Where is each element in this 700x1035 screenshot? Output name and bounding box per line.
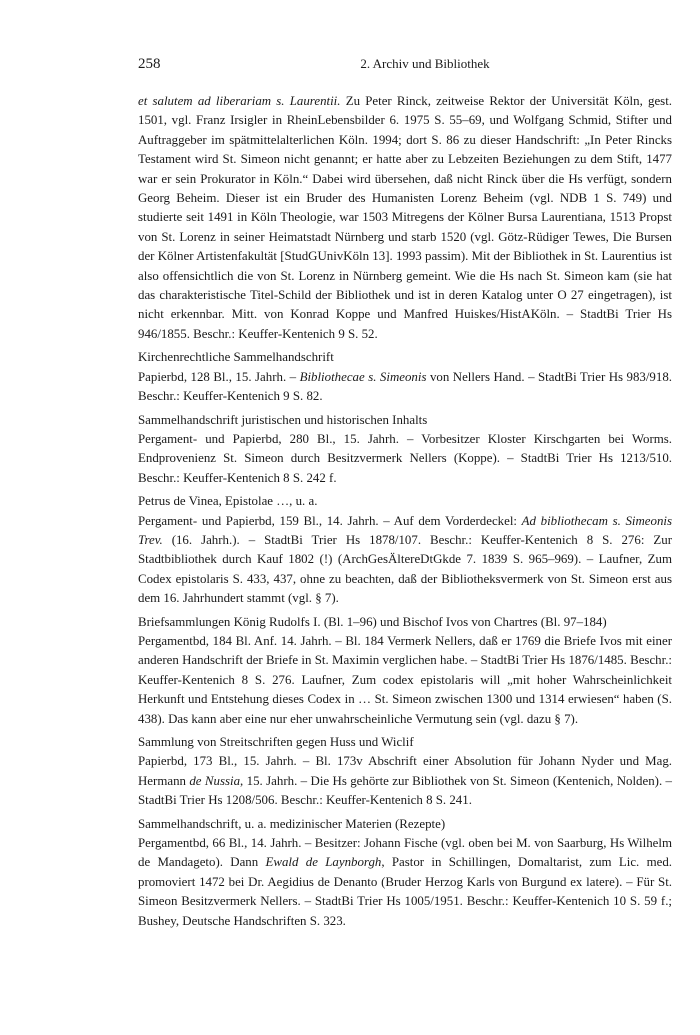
- entry-description: [138, 632, 672, 729]
- entry-title: Sammelhandschrift, u. a. medizinischer Materien (Rezepte): [138, 816, 446, 831]
- entry-title: Petrus de Vinea, Epistolae …, u. a.: [138, 494, 318, 509]
- manuscript-entry: [138, 613, 672, 729]
- manuscript-entry: [138, 411, 672, 489]
- entry-italic: de Nussia: [189, 773, 241, 788]
- entry-title: Sammlung von Streitschriften gegen Huss und Wiclif: [138, 735, 414, 749]
- entry-text: , 15. Jahrh. – Die Hs gehörte zur Bibliothek von St. Simeon (Kentenich, Nolden). – StadtBi Trier Hs 1208/506. Beschr.: Keuffer-Kentenich 8 S. 241.: [138, 773, 672, 808]
- entry-text: Pergament- und Papierbd, 159 Bl., 14. Jahrh. – Auf dem Vorderdeckel:: [138, 513, 522, 528]
- entry-text: Pergamentbd, 66 Bl., 14. Jahrh. – Besitzer: Johann Fische (vgl. oben bei M. von Saarburg, Hs Wilhelm de Mandageto). Dann: [138, 836, 672, 870]
- intro-text: Zu Peter Rinck, zeitweise Rektor der Universität Köln, gest. 1501, vgl. Franz Irsigler in RheinLebensbilder 6. 1975 S. 55–69, und Wolfgang Schmid, Stifter und Auftraggeber im spätmittelalterlichen Köln. 1994; dort S. 86 zu dieser Handschrift: „In Peter Rincks Testament wird St. Simeon nicht genannt; er hatte aber zu Lebzeiten Beziehungen zu dem Stift, 1477 war er sein Prokurator in Köln.“ Dabei wird übersehen, daß nicht Rinck über die Hs verfügt, sondern Georg Beheim. Dieser ist ein Bruder des Humanisten Lorenz Beheim (vgl. NDB 1 S. 749) und studierte seit 1491 in Köln Theologie, war 1503 Mitregens der Kölner Bursa Laurentiana, 1513 Propst von St. Lorenz in seiner Heimatstadt Nürnberg und starb 1520 (vgl. Götz-Rüdiger Tewes, Die Bursen der Kölner Artistenfakultät [StudGUnivKöln 13]. 1993 passim). Mit der Bibliothek in St. Laurentius ist also offensichtlich die von St. Lorenz in Nürnberg gemeint. Wie die Hs nach St. Simeon kam (sie hat das charakteristische Titel-Schild der Bibliothek und ist in deren Katalog unter O 27 eingetragen), ist nicht erkennbar. Mitt. von Konrad Koppe und Manfred Huiskes/HistAKöln. – StadtBi Trier Hs 946/1855. Beschr.: Keuffer-Kentenich 9 S. 52.: [138, 94, 672, 341]
- entry-text: Papierbd, 128 Bl., 15. Jahrh. –: [138, 369, 300, 384]
- page-header: [138, 56, 670, 73]
- running-title: 2. Archiv und Bibliothek: [360, 56, 490, 71]
- intro-paragraph: [138, 92, 672, 344]
- entry-description: [138, 834, 672, 931]
- entry-description: [138, 512, 672, 609]
- entry-italic: Ad bibliothecam s. Simeonis Trev.: [138, 513, 672, 547]
- manuscript-entry: [138, 815, 672, 931]
- entry-title: Sammelhandschrift juristischen und historischen Inhalts: [138, 412, 428, 427]
- entry-text: von Nellers Hand. – StadtBi Trier Hs 983/918. Beschr.: Keuffer-Kentenich 9 S. 82.: [138, 369, 672, 404]
- entry-text: , Pastor in Schillingen, Domaltarist, zum Lic. med. promoviert 1472 bei Dr. Aegidius de Denanto (Bruder Herzog Karls von Burgund ex latere). – Für St. Simeon Besitzvermerk Nellers. – StadtBi Trier Hs 1005/1951. Beschr.: Keuffer-Kentenich 10 S. 59 f.; Bushey, Deutsche Handschriften S. 323.: [138, 855, 672, 928]
- entry-description: [138, 752, 672, 810]
- page-body: [138, 92, 672, 931]
- intro-italic-lead: et salutem ad liberariam s. Laurentii.: [138, 94, 341, 108]
- entry-italic: Ewald de Laynborgh: [265, 855, 382, 870]
- entry-title: Kirchenrechtliche Sammelhandschrift: [138, 350, 334, 365]
- entry-italic: Bibliothecae s. Simeonis: [299, 369, 427, 384]
- entry-text: (16. Jahrh.). – StadtBi Trier Hs 1878/107. Beschr.: Keuffer-Kentenich 8 S. 276: Zur Stadtbibliothek durch Kauf 1802 (!) (ArchGesÄltereDtGkde 7. 1839 S. 965–969). – Laufner, Zum Codex epistolaris S. 433, 437, ohne zu beachten, daß der Bibliotheksvermerk von St. Simeon erst aus dem 16. Jahrhundert stammt (vgl. § 7).: [138, 532, 672, 606]
- manuscript-entry: [138, 733, 672, 811]
- entry-title: Briefsammlungen König Rudolfs I. (Bl. 1–96) und Bischof Ivos von Chartres (Bl. 97–184): [138, 614, 607, 629]
- manuscript-entry: [138, 492, 672, 608]
- entry-description: [138, 430, 672, 488]
- entry-text: Pergamentbd, 184 Bl. Anf. 14. Jahrh. – Bl. 184 Vermerk Nellers, daß er 1769 die Briefe Ivos mit einer anderen Handschrift der Briefe in St. Maximin verglichen habe. – StadtBi Trier Hs 1876/1485. Beschr.: Keuffer-Kentenich 8 S. 276. Laufner, Zum codex epistolaris will „mit hoher Wahrscheinlichkeit Herkunft und Entstehung dieses Codex in … St. Simeon zwischen 1300 und 1314 erwiesen“ haben (S. 438). Das kann aber eine nur eher unwahrscheinliche Vermutung sein (vgl. dazu § 7).: [138, 633, 672, 726]
- page-number: 258: [138, 56, 161, 72]
- entry-text: Papierbd, 173 Bl., 15. Jahrh. – Bl. 173v Abschrift einer Absolution für Johann Nyder und Mag. Hermann: [138, 754, 672, 788]
- manuscript-entry: [138, 348, 672, 406]
- entry-description: [138, 368, 672, 407]
- entry-text: Pergament- und Papierbd, 280 Bl., 15. Jahrh. – Vorbesitzer Kloster Kirschgarten bei Worms. Endprovenienz St. Simeon durch Besitzvermerk Nellers (Koppe). – StadtBi Trier Hs 1213/510. Beschr.: Keuffer-Kentenich 8 S. 242 f.: [138, 431, 672, 485]
